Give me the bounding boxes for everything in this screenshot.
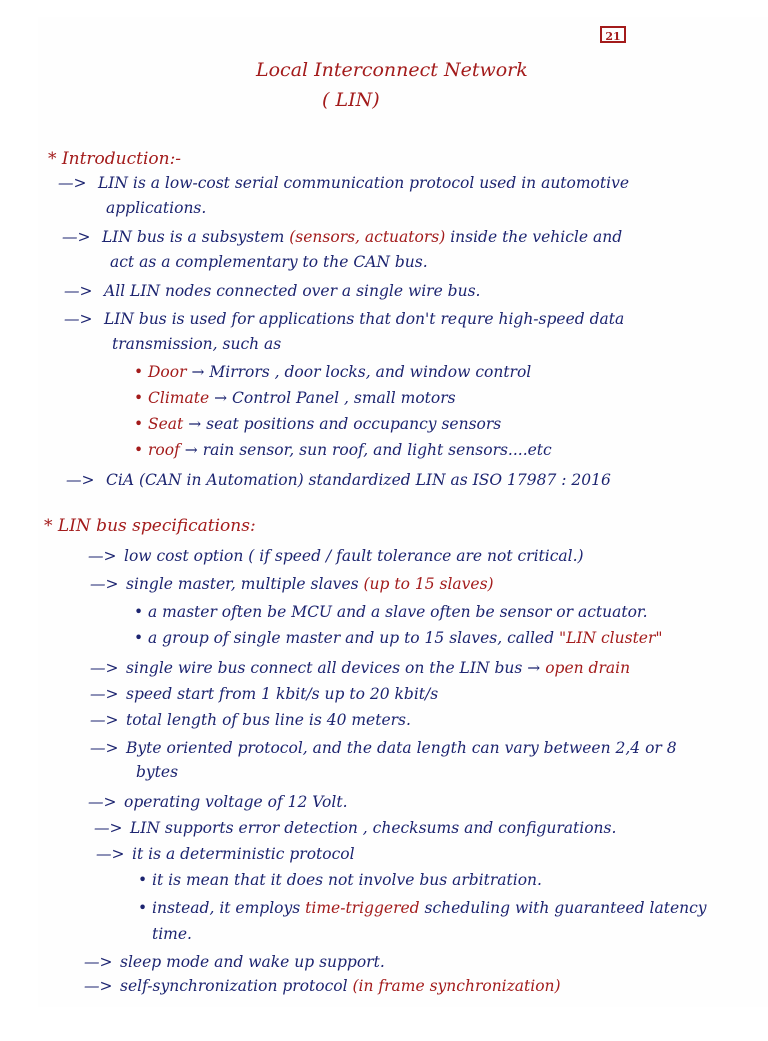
spec-item-deterministic: —> it is a deterministic protocol <box>96 845 355 863</box>
intro-item-standard: —> CiA (CAN in Automation) standardized LIN as ISO 17987 : 2016 <box>66 471 611 489</box>
arrow-icon: → <box>184 441 198 459</box>
spec-item-single-wire: —> single wire bus connect all devices on the LIN bus → open drain <box>90 659 631 677</box>
spec-subitem-mcu: • a master often be MCU and a slave often be sensor or actuator. <box>134 603 648 621</box>
arrow-icon: —> <box>94 819 123 837</box>
arrow-icon: —> <box>90 711 119 729</box>
highlight-frame-sync: (in frame synchronization) <box>352 977 561 995</box>
arrow-icon: → <box>191 363 205 381</box>
arrow-icon: —> <box>64 310 93 328</box>
highlight-time-triggered: time-triggered <box>305 899 420 917</box>
arrow-icon: —> <box>64 282 93 300</box>
arrow-icon: —> <box>90 575 119 593</box>
highlight-open-drain: open drain <box>545 659 631 677</box>
intro-item-3: —> All LIN nodes connected over a single wire bus. <box>64 282 481 300</box>
intro-item-4: —> LIN bus is used for applications that don't requre high-speed data <box>64 310 625 328</box>
bullet-icon: • <box>138 871 148 889</box>
arrow-icon: → <box>188 415 202 433</box>
spec-subitem-arbitration: • it is mean that it does not involve bus arbitration. <box>138 871 542 889</box>
spec-item-sleep: —> sleep mode and wake up support. <box>84 953 385 971</box>
arrow-icon: —> <box>96 845 125 863</box>
spec-item-byte-oriented-cont: bytes <box>136 763 179 781</box>
highlight-lin-cluster: "LIN cluster" <box>558 629 663 647</box>
arrow-icon: —> <box>62 228 91 246</box>
spec-subitem-time-triggered-cont: time. <box>152 925 192 943</box>
spec-item-voltage: —> operating voltage of 12 Volt. <box>88 793 348 811</box>
spec-item-byte-oriented: —> Byte oriented protocol, and the data length can vary between 2,4 or 8 <box>90 739 677 757</box>
spec-item-speed: —> speed start from 1 kbit/s up to 20 kbit/s <box>90 685 439 703</box>
bullet-icon: • <box>134 415 144 433</box>
arrow-icon: —> <box>90 659 119 677</box>
arrow-icon: —> <box>84 953 113 971</box>
intro-heading: * Introduction:- <box>48 149 182 169</box>
page-number-box: 21 <box>600 26 626 43</box>
arrow-icon: —> <box>84 977 113 995</box>
bullet-icon: • <box>134 389 144 407</box>
arrow-icon: → <box>214 389 228 407</box>
spec-heading: * LIN bus specifications: <box>44 516 256 536</box>
arrow-icon: → <box>527 659 541 677</box>
highlight-slaves-count: (up to 15 slaves) <box>363 575 494 593</box>
spec-item-error-detection: —> LIN supports error detection , checksums and configurations. <box>94 819 617 837</box>
bullet-icon: • <box>134 603 144 621</box>
spec-item-self-sync: —> self-synchronization protocol (in frame synchronization) <box>84 977 561 995</box>
arrow-icon: —> <box>88 547 117 565</box>
spec-subitem-time-triggered: • instead, it employs time-triggered scheduling with guaranteed latency <box>138 899 707 917</box>
example-seat: • Seat → seat positions and occupancy sensors <box>134 415 502 433</box>
arrow-icon: —> <box>90 739 119 757</box>
bullet-icon: • <box>134 441 144 459</box>
spec-item-master-slaves: —> single master, multiple slaves (up to 15 slaves) <box>90 575 494 593</box>
intro-item-1: —> LIN is a low-cost serial communication protocol used in automotive <box>58 174 630 192</box>
bullet-icon: • <box>134 629 144 647</box>
intro-item-2: —> LIN bus is a subsystem (sensors, actuators) inside the vehicle and <box>62 228 623 246</box>
notebook-page <box>38 17 768 1007</box>
arrow-icon: —> <box>90 685 119 703</box>
example-door: • Door → Mirrors , door locks, and window control <box>134 363 532 381</box>
spec-item-length: —> total length of bus line is 40 meters. <box>90 711 411 729</box>
arrow-icon: —> <box>58 174 87 192</box>
page-title: Local Interconnect Network <box>256 59 528 81</box>
bullet-icon: • <box>138 899 148 917</box>
spec-subitem-cluster: • a group of single master and up to 15 slaves, called "LIN cluster" <box>134 629 663 647</box>
spec-item-cost: —> low cost option ( if speed / fault tolerance are not critical.) <box>88 547 584 565</box>
page-title-abbrev: ( LIN) <box>322 89 380 111</box>
intro-item-1-cont: applications. <box>106 199 207 217</box>
arrow-icon: —> <box>66 471 95 489</box>
arrow-icon: —> <box>88 793 117 811</box>
bullet-icon: • <box>134 363 144 381</box>
highlight-sensors-actuators: (sensors, actuators) <box>289 228 446 246</box>
intro-item-2-cont: act as a complementary to the CAN bus. <box>110 253 428 271</box>
example-climate: • Climate → Control Panel , small motors <box>134 389 456 407</box>
example-roof: • roof → rain sensor, sun roof, and light sensors....etc <box>134 441 552 459</box>
intro-item-4-cont: transmission, such as <box>112 335 282 353</box>
